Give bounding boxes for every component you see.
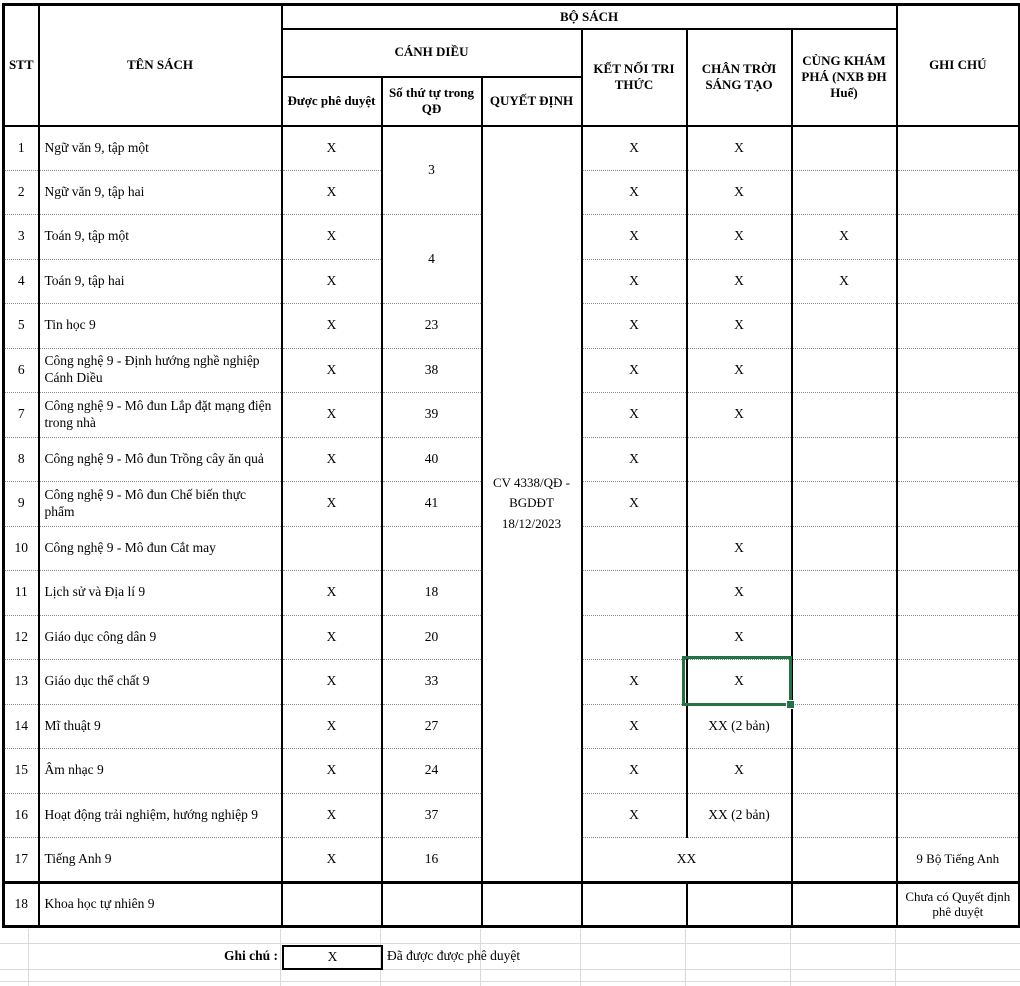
cell-stt[interactable]: 7	[4, 393, 39, 438]
cell-cung-kham-pha[interactable]	[792, 126, 897, 171]
cell-chan-troi-sang-tao[interactable]	[687, 882, 792, 927]
cell-note[interactable]	[897, 437, 1020, 482]
cell-stt[interactable]: 6	[4, 348, 39, 393]
cell-book-name[interactable]: Giáo dục thể chất 9	[39, 660, 282, 705]
col-header-ket-noi-tri-thuc[interactable]: KẾT NỐI TRI THỨC	[582, 29, 687, 126]
cell-approved[interactable]: X	[282, 660, 382, 705]
col-header-cung-kham-pha[interactable]: CÙNG KHÁM PHÁ (NXB ĐH Huế)	[792, 29, 897, 126]
cell-book-name[interactable]: Tin học 9	[39, 304, 282, 349]
cell-order-in-decision[interactable]	[382, 526, 482, 571]
cell-note[interactable]	[897, 526, 1020, 571]
cell-book-name[interactable]: Khoa học tự nhiên 9	[39, 882, 282, 927]
cell-cung-kham-pha[interactable]	[792, 882, 897, 927]
cell-stt[interactable]: 1	[4, 126, 39, 171]
cell-ket-noi-tri-thuc[interactable]	[582, 571, 687, 616]
cell-book-name[interactable]: Giáo dục công dân 9	[39, 615, 282, 660]
cell-book-name[interactable]: Âm nhạc 9	[39, 749, 282, 794]
cell-cung-kham-pha[interactable]	[792, 615, 897, 660]
legend-text[interactable]: Đã được được phê duyệt	[387, 948, 521, 963]
cell-book-name[interactable]: Ngữ văn 9, tập hai	[39, 170, 282, 215]
table-row	[4, 882, 1020, 927]
cell-chan-troi-sang-tao[interactable]: X	[687, 526, 792, 571]
cell-order-in-decision[interactable]: 24	[382, 749, 482, 794]
cell-order-in-decision[interactable]: 37	[382, 793, 482, 838]
cell-approved[interactable]: X	[282, 704, 382, 749]
cell-ket-noi-tri-thuc[interactable]: X	[582, 704, 687, 749]
cell-cung-kham-pha[interactable]	[792, 793, 897, 838]
cell-chan-troi-sang-tao[interactable]: X	[687, 749, 792, 794]
cell-order-in-decision[interactable]: 20	[382, 615, 482, 660]
cell-order-in-decision[interactable]: 3	[382, 126, 482, 215]
cell-order-in-decision[interactable]	[382, 882, 482, 927]
cell-cung-kham-pha[interactable]	[792, 393, 897, 438]
cell-book-name[interactable]: Công nghệ 9 - Định hướng nghề nghiệp Cánh Diều	[39, 348, 282, 393]
cell-ket-noi-tri-thuc[interactable]	[582, 882, 687, 927]
cell-ket-noi-tri-thuc[interactable]: X	[582, 793, 687, 838]
cell-kntt-ctst-merged[interactable]: XX	[582, 838, 792, 883]
cell-book-name[interactable]: Mĩ thuật 9	[39, 704, 282, 749]
cell-approved[interactable]: X	[282, 259, 382, 304]
cell-note[interactable]: 9 Bộ Tiếng Anh	[897, 838, 1020, 883]
gridline	[580, 929, 581, 986]
cell-decision[interactable]	[482, 882, 582, 927]
cell-cung-kham-pha[interactable]: X	[792, 215, 897, 260]
cell-order-in-decision[interactable]: 27	[382, 704, 482, 749]
cell-stt[interactable]: 15	[4, 749, 39, 794]
col-header-chan-troi-sang-tao[interactable]: CHÂN TRỜI SÁNG TẠO	[687, 29, 792, 126]
cell-chan-troi-sang-tao[interactable]: X	[687, 215, 792, 260]
gridline	[685, 929, 686, 986]
col-header-canh-dieu[interactable]: CÁNH DIỀU	[282, 29, 582, 77]
fill-handle[interactable]	[786, 700, 795, 709]
cell-cung-kham-pha[interactable]	[792, 838, 897, 883]
gridline	[0, 981, 1020, 982]
cell-chan-troi-sang-tao[interactable]: X	[687, 571, 792, 616]
cell-chan-troi-sang-tao[interactable]: X	[687, 304, 792, 349]
cell-order-in-decision[interactable]: 38	[382, 348, 482, 393]
cell-ket-noi-tri-thuc[interactable]: X	[582, 660, 687, 705]
cell-note[interactable]	[897, 704, 1020, 749]
cell-book-name[interactable]: Công nghệ 9 - Mô đun Lắp đặt mạng điện trong nhà	[39, 393, 282, 438]
gridline	[895, 929, 896, 986]
cell-cung-kham-pha[interactable]	[792, 749, 897, 794]
cell-ket-noi-tri-thuc[interactable]: X	[582, 749, 687, 794]
cell-ket-noi-tri-thuc[interactable]: X	[582, 215, 687, 260]
cell-cung-kham-pha[interactable]	[792, 170, 897, 215]
gridline	[0, 969, 1020, 970]
cell-cung-kham-pha[interactable]	[792, 348, 897, 393]
cell-book-name[interactable]: Lịch sử và Địa lí 9	[39, 571, 282, 616]
cell-note[interactable]	[897, 482, 1020, 527]
col-header-ten-sach[interactable]: TÊN SÁCH	[39, 5, 282, 126]
gridline	[28, 929, 29, 986]
cell-stt[interactable]: 3	[4, 215, 39, 260]
cell-note[interactable]	[897, 749, 1020, 794]
cell-note[interactable]	[897, 393, 1020, 438]
cell-approved[interactable]: X	[282, 838, 382, 883]
cell-chan-troi-sang-tao[interactable]: X	[687, 393, 792, 438]
active-cell-selection[interactable]	[682, 656, 792, 706]
cell-chan-troi-sang-tao[interactable]: X	[687, 660, 792, 705]
cell-order-in-decision[interactable]: 41	[382, 482, 482, 527]
legend-label[interactable]: Ghi chú :	[223, 948, 278, 963]
cell-note[interactable]	[897, 170, 1020, 215]
cell-stt[interactable]: 13	[4, 660, 39, 705]
gridline	[280, 929, 281, 986]
cell-note[interactable]	[897, 615, 1020, 660]
cell-cung-kham-pha[interactable]	[792, 704, 897, 749]
cell-approved[interactable]: X	[282, 393, 382, 438]
cell-book-name[interactable]: Công nghệ 9 - Mô đun Cắt may	[39, 526, 282, 571]
cell-chan-troi-sang-tao[interactable]: X	[687, 615, 792, 660]
cell-note[interactable]	[897, 304, 1020, 349]
legend-x-cell[interactable]: X	[282, 945, 383, 970]
cell-ket-noi-tri-thuc[interactable]: X	[582, 259, 687, 304]
gridline	[790, 929, 791, 986]
cell-cung-kham-pha[interactable]: X	[792, 259, 897, 304]
cell-ket-noi-tri-thuc[interactable]: X	[582, 348, 687, 393]
cell-ket-noi-tri-thuc[interactable]: X	[582, 304, 687, 349]
cell-ket-noi-tri-thuc[interactable]: X	[582, 437, 687, 482]
cell-stt[interactable]: 4	[4, 259, 39, 304]
cell-ket-noi-tri-thuc[interactable]: X	[582, 170, 687, 215]
cell-cung-kham-pha[interactable]	[792, 660, 897, 705]
col-header-stt[interactable]: STT	[4, 5, 39, 126]
cell-stt[interactable]: 8	[4, 437, 39, 482]
cell-stt[interactable]: 5	[4, 304, 39, 349]
cell-ket-noi-tri-thuc[interactable]: X	[582, 393, 687, 438]
textbook-approval-table	[2, 3, 1020, 928]
cell-ket-noi-tri-thuc[interactable]: X	[582, 482, 687, 527]
cell-chan-troi-sang-tao[interactable]: XX (2 bản)	[687, 793, 792, 838]
cell-book-name[interactable]: Công nghệ 9 - Mô đun Trồng cây ăn quả	[39, 437, 282, 482]
cell-book-name[interactable]: Hoạt động trải nghiệm, hướng nghiệp 9	[39, 793, 282, 838]
cell-book-name[interactable]: Công nghệ 9 - Mô đun Chế biến thực phẩm	[39, 482, 282, 527]
cell-order-in-decision[interactable]: 16	[382, 838, 482, 883]
cell-note[interactable]	[897, 348, 1020, 393]
cell-approved[interactable]: X	[282, 126, 382, 171]
cell-stt[interactable]: 14	[4, 704, 39, 749]
cell-order-in-decision[interactable]: 23	[382, 304, 482, 349]
cell-stt[interactable]: 17	[4, 838, 39, 883]
cell-note[interactable]	[897, 215, 1020, 260]
cell-cung-kham-pha[interactable]	[792, 437, 897, 482]
cell-approved[interactable]: X	[282, 215, 382, 260]
cell-book-name[interactable]: Toán 9, tập hai	[39, 259, 282, 304]
cell-chan-troi-sang-tao[interactable]	[687, 437, 792, 482]
cell-stt[interactable]: 16	[4, 793, 39, 838]
col-header-quyet-dinh[interactable]: QUYẾT ĐỊNH	[482, 77, 582, 126]
cell-approved[interactable]	[282, 882, 382, 927]
cell-note[interactable]: Chưa có Quyết định phê duyệt	[897, 882, 1020, 927]
cell-chan-troi-sang-tao[interactable]	[687, 482, 792, 527]
cell-book-name[interactable]: Toán 9, tập một	[39, 215, 282, 260]
cell-approved[interactable]: X	[282, 170, 382, 215]
cell-approved[interactable]: X	[282, 571, 382, 616]
cell-note[interactable]	[897, 571, 1020, 616]
cell-stt[interactable]: 11	[4, 571, 39, 616]
cell-order-in-decision[interactable]: 18	[382, 571, 482, 616]
cell-decision[interactable]: CV 4338/QĐ - BGDĐT 18/12/2023	[482, 126, 582, 883]
cell-ket-noi-tri-thuc[interactable]: X	[582, 126, 687, 171]
col-header-so-thu-tu[interactable]: Số thứ tự trong QĐ	[382, 77, 482, 126]
cell-cung-kham-pha[interactable]	[792, 526, 897, 571]
cell-approved[interactable]: X	[282, 793, 382, 838]
cell-book-name[interactable]: Tiếng Anh 9	[39, 838, 282, 883]
table-row	[4, 126, 1020, 171]
cell-stt[interactable]: 2	[4, 170, 39, 215]
cell-ket-noi-tri-thuc[interactable]	[582, 526, 687, 571]
cell-chan-troi-sang-tao[interactable]: X	[687, 126, 792, 171]
cell-ket-noi-tri-thuc[interactable]	[582, 615, 687, 660]
cell-order-in-decision[interactable]: 33	[382, 660, 482, 705]
cell-order-in-decision[interactable]: 39	[382, 393, 482, 438]
cell-stt[interactable]: 10	[4, 526, 39, 571]
cell-note[interactable]	[897, 126, 1020, 171]
cell-approved[interactable]	[282, 526, 382, 571]
col-header-duoc-phe-duyet[interactable]: Được phê duyệt	[282, 77, 382, 126]
cell-approved[interactable]: X	[282, 348, 382, 393]
cell-chan-troi-sang-tao[interactable]: X	[687, 259, 792, 304]
cell-cung-kham-pha[interactable]	[792, 304, 897, 349]
cell-note[interactable]	[897, 660, 1020, 705]
cell-stt[interactable]: 12	[4, 615, 39, 660]
cell-order-in-decision[interactable]: 40	[382, 437, 482, 482]
cell-cung-kham-pha[interactable]	[792, 482, 897, 527]
cell-approved[interactable]: X	[282, 749, 382, 794]
cell-chan-troi-sang-tao[interactable]: XX (2 bản)	[687, 704, 792, 749]
cell-approved[interactable]: X	[282, 304, 382, 349]
cell-note[interactable]	[897, 793, 1020, 838]
cell-order-in-decision[interactable]: 4	[382, 215, 482, 304]
cell-stt[interactable]: 18	[4, 882, 39, 927]
cell-chan-troi-sang-tao[interactable]: X	[687, 348, 792, 393]
cell-approved[interactable]: X	[282, 437, 382, 482]
gridline	[0, 943, 1020, 944]
cell-note[interactable]	[897, 259, 1020, 304]
cell-chan-troi-sang-tao[interactable]: X	[687, 170, 792, 215]
col-header-ghi-chu[interactable]: GHI CHÚ	[897, 5, 1020, 126]
cell-approved[interactable]: X	[282, 615, 382, 660]
cell-book-name[interactable]: Ngữ văn 9, tập một	[39, 126, 282, 171]
cell-approved[interactable]: X	[282, 482, 382, 527]
col-header-bo-sach[interactable]: BỘ SÁCH	[282, 5, 897, 29]
cell-cung-kham-pha[interactable]	[792, 571, 897, 616]
cell-stt[interactable]: 9	[4, 482, 39, 527]
